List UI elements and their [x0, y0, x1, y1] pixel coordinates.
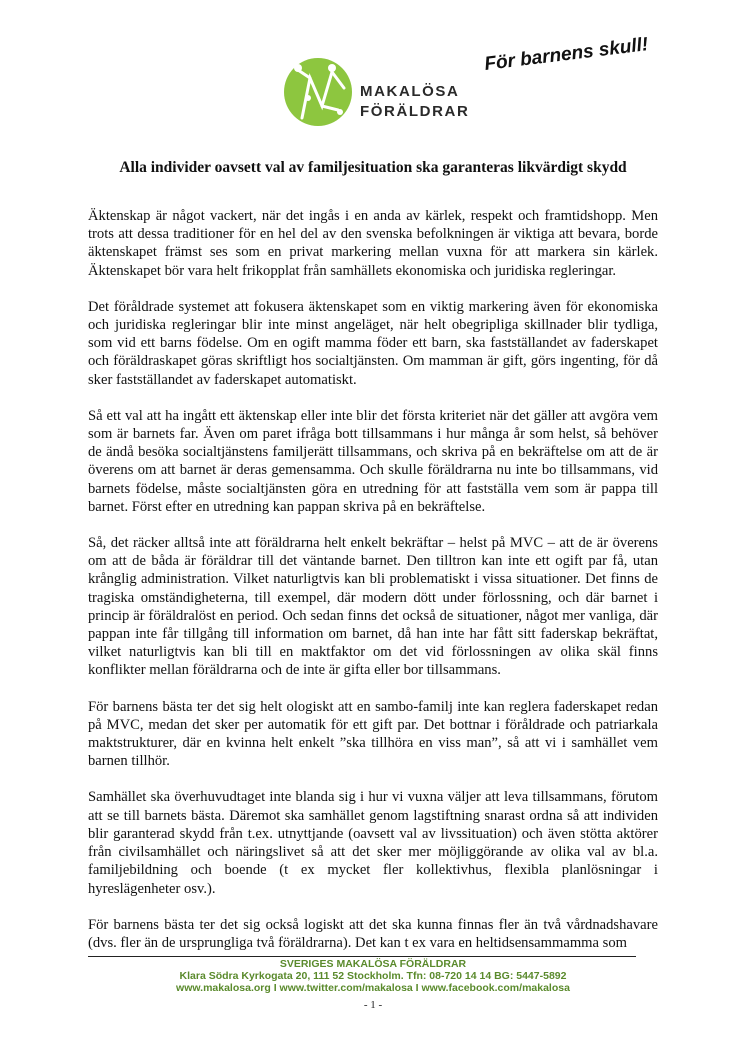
footer-links[interactable]: www.makalosa.org I www.twitter.com/makalosa I www.facebook.com/makalosa — [176, 982, 570, 994]
footer-divider — [88, 956, 636, 957]
footer-address: Klara Södra Kyrkogata 20, 111 52 Stockholm. Tfn: 08-720 14 14 BG: 5447-5892 — [179, 970, 567, 982]
paragraph-7: För barnens bästa ter det sig också logiskt att det ska kunna finnas fler än två vårdnadshavare (dvs. fler än de ursprungliga två föräldrarna). Det kan t ex vara en heltidsensammamma som — [88, 916, 658, 951]
paragraph-4: Så, det räcker alltså inte att föräldrarna helt enkelt bekräftar – helst på MVC – att de är överens om att de båda är föräldrar till det väntande barnet. Den tilltron kan inte ett ogift par få, utan krånglig administration. Vilket naturligtvis kan bli problematiskt i vissa situationer. Det finns de tragiska omständigheterna, till exempel, där modern dött under förlossning, och där barnet i princip är föräldralöst en period. Och sedan finns det också de situationer, något mer vanliga, där pappan inte får tillgång till information om barnet, då han inte har fått sitt faderskap bekräftat, vilket naturligtvis kan bli till en maktfaktor om det vid förlossningen av olika skäl finns konflikter mellan föräldrarna och de inte är gifta eller bor tillsammans. — [88, 535, 658, 679]
paragraph-6: Samhället ska överhuvudtaget inte blanda sig i hur vi vuxna väljer att leva tillsammans, förutom att se till barnets bästa. Däremot ska samhället genom lagstiftning snarast ordna så att individen blir garanterad skydd från t.ex. utnyttjande (oavsett val av livssituation) och även stötta aktörer från civilsamhället och näringslivet så att det sker mer möjliggörande av olika val av bl.a. familjebildning och boende (t ex mycket fler kollektivhus, flexibla planlösningar i hyreslägenheter osv.). — [88, 789, 658, 897]
logo-text — [360, 82, 469, 122]
article-body — [88, 207, 658, 970]
paragraph-2: Det föråldrade systemet att fokusera äktenskapet som en viktig markering även för ekonomiska och juridiska regleringar blir inte minst angeläget, när helt obegripliga skillnader blir tydliga, som vid ett barns födelse. Om en ogift mamma föder ett barn, ska fastställandet av faderskapet och föräldraskapet göras skriftligt hos socialtjänsten. Om mamman är gift, görs ingenting, för då sker fastställandet av faderskapet automatiskt. — [88, 298, 658, 388]
logo-line-2: FÖRÄLDRAR — [360, 103, 470, 120]
footer — [0, 958, 746, 994]
page-title: Alla individer oavsett val av familjesituation ska garanteras likvärdigt skydd — [119, 159, 627, 176]
page-number: - 1 - — [363, 999, 383, 1011]
slogan: För barnens skull! — [483, 34, 650, 76]
logo-line-1: MAKALÖSA — [360, 83, 460, 100]
paragraph-1: Äktenskap är något vackert, när det ingås i en anda av kärlek, respekt och framtidshopp. Men trots att dessa traditioner för en hel del av den svenska befolkningen är viktiga att bevara, borde äktenskapet främst ses som en privat markering mellan vuxna för att markera sin kärlek. Äktenskapet bör vara helt frikopplat från samhällets ekonomiska och juridiska regleringar. — [88, 208, 658, 279]
paragraph-3: Så ett val att ha ingått ett äktenskap eller inte blir det första kriteriet när det gäller att avgöra vem som är barnets far. Även om paret ifråga bott tillsammans i hur många år som helst, så behöver de ändå besöka socialtjänstens familjerätt tillsammans, och skriva på en bekräftelse om att de är överens om att barnet är deras gemensamma. Och skulle föräldrarna nu inte bo tillsammans, vid barnets födelse, måste socialtjänsten göra en utredning för att fastställa vem som är pappa till barnet. Först efter en utredning kan pappan skriva på en bekräftelse. — [88, 407, 658, 515]
paragraph-5: För barnens bästa ter det sig helt ologiskt att en sambo-familj inte kan reglera faderskapet redan på MVC, medan det sker per automatik för ett gift par. Det bottnar i föråldrade och patriarkala maktstrukturer, där en kvinna helt enkelt ”ska tillhöra en viss man”, så att vi i samhället vem barnen tillhör. — [88, 698, 658, 770]
footer-organization: SVERIGES MAKALÖSA FÖRÄLDRAR — [279, 958, 467, 970]
